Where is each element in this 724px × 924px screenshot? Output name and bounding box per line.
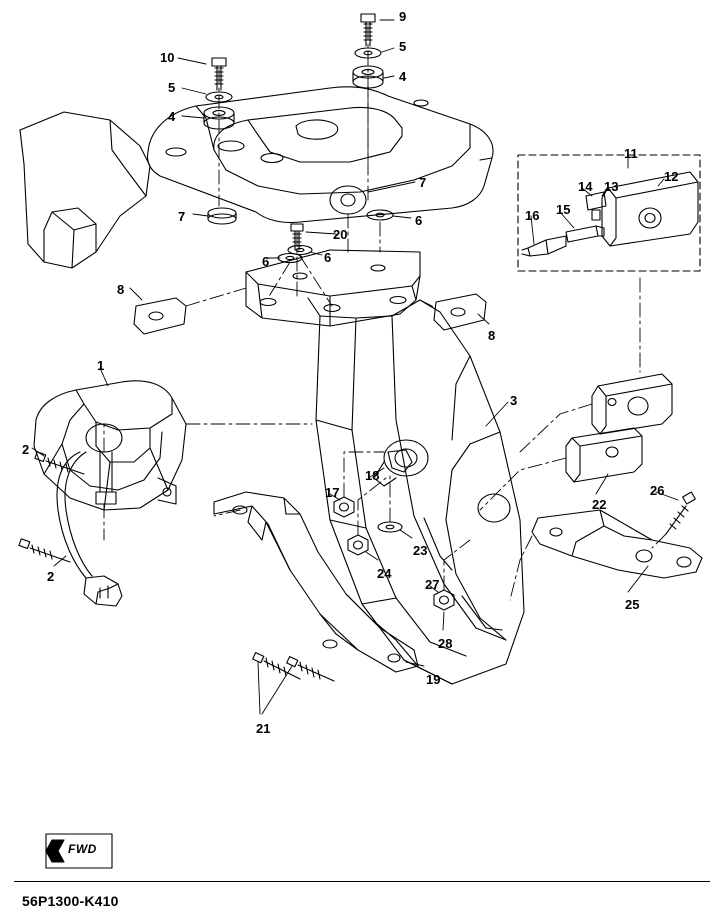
callout-number-14: 14	[578, 179, 593, 194]
callout-number-5b: 5	[168, 80, 176, 95]
callout-number-15: 15	[556, 202, 571, 217]
left-body-panel	[20, 112, 150, 268]
callout-number-27: 27	[425, 577, 440, 592]
callout-number-18: 18	[365, 468, 380, 483]
fwd-label: FWD	[68, 842, 97, 856]
callout-number-17: 17	[325, 485, 340, 500]
callout-number-21: 21	[256, 721, 271, 736]
callout-number-1: 1	[97, 358, 105, 373]
callout-leader-lines	[32, 20, 678, 714]
nut-27-28	[434, 590, 454, 610]
bolt-21-right	[287, 657, 334, 681]
callout-number-16: 16	[525, 208, 540, 223]
callout-number-6b: 6	[262, 254, 270, 269]
callout-number-12: 12	[664, 169, 679, 184]
bracket-upper-right	[592, 374, 672, 434]
callout-number-23: 23	[413, 543, 428, 558]
rear-inner-fender-3	[308, 298, 524, 687]
callout-number-24: 24	[377, 566, 392, 581]
side-tab-right	[434, 294, 486, 330]
callout-number-9: 9	[399, 9, 407, 24]
callout-number-11: 11	[624, 146, 638, 161]
callout-number-20: 20	[333, 227, 348, 242]
bolt-26	[666, 492, 695, 534]
callout-number-10: 10	[160, 50, 175, 65]
callout-number-2b: 2	[47, 569, 55, 584]
callout-number-26: 26	[650, 483, 665, 498]
callout-number-7b: 7	[178, 209, 186, 224]
callout-number-2a: 2	[22, 442, 30, 457]
washer-6-center	[288, 246, 312, 255]
callout-number-19: 19	[426, 672, 441, 687]
callout-number-4b: 4	[168, 109, 176, 124]
callout-number-25: 25	[625, 597, 640, 612]
callout-number-5a: 5	[399, 39, 407, 54]
callout-number-6a: 6	[415, 213, 423, 228]
callout-number-3: 3	[510, 393, 518, 408]
callout-number-13: 13	[604, 179, 619, 194]
bulb-15	[566, 226, 604, 242]
callout-number-28: 28	[438, 636, 453, 651]
nut-24	[348, 535, 368, 555]
callout-number-22: 22	[592, 497, 607, 512]
callout-number-8b: 8	[488, 328, 496, 343]
footer-divider	[14, 881, 710, 882]
callout-number-4a: 4	[399, 69, 407, 84]
callout-number-6c: 6	[324, 250, 332, 265]
callout-number-8a: 8	[117, 282, 125, 297]
callout-number-7a: 7	[419, 175, 427, 190]
grommet-7-left	[208, 208, 236, 224]
side-tab-left	[134, 298, 186, 334]
diagram-code: 56P1300-K410	[22, 893, 119, 909]
rear-fender-upper-panel	[148, 87, 494, 223]
grommet-7-right	[330, 186, 366, 214]
connector-16	[522, 236, 566, 256]
nut-17	[334, 497, 354, 517]
washer-23	[378, 522, 402, 532]
bracket-22	[566, 428, 642, 482]
lower-stay-19	[214, 492, 418, 672]
